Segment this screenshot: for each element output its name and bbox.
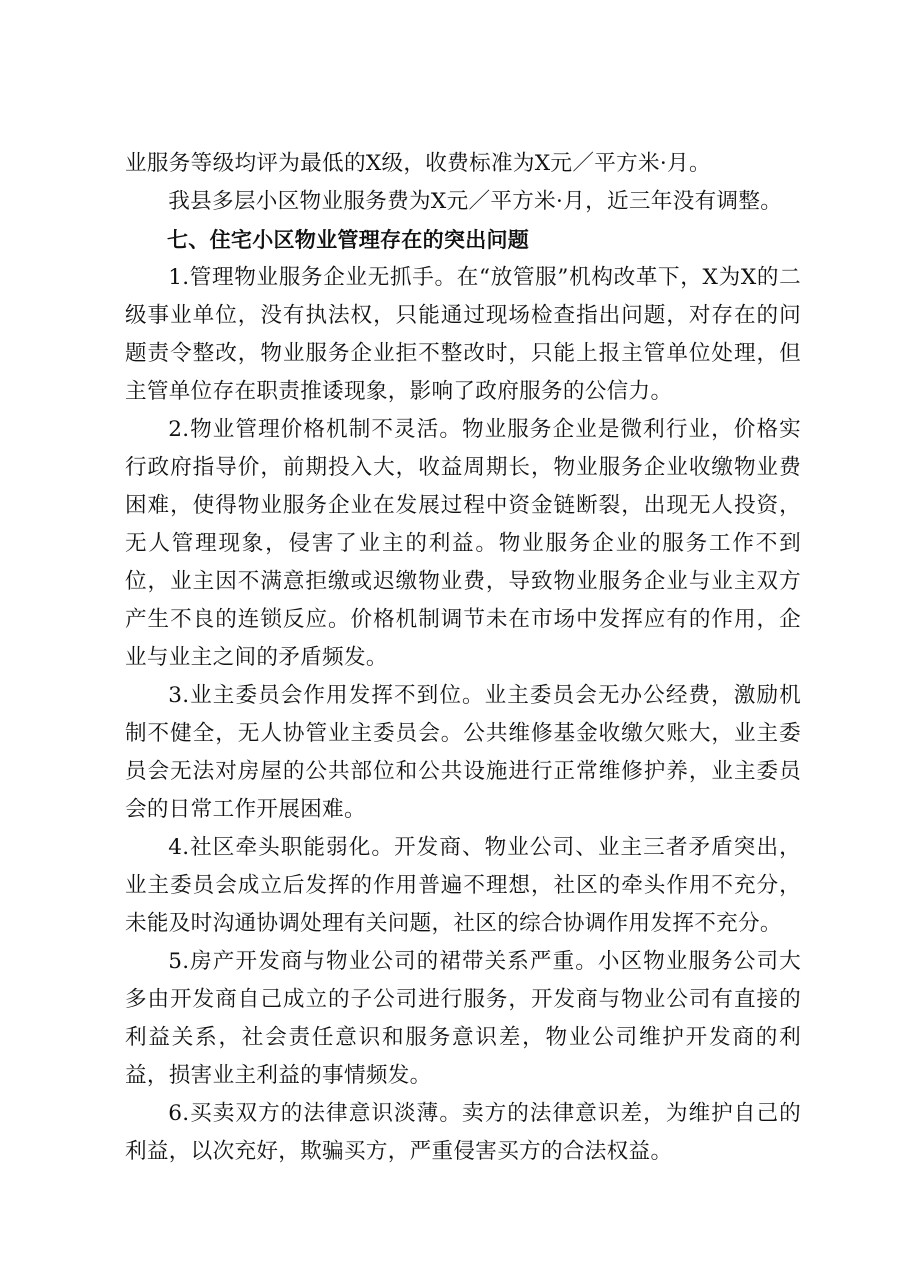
- section-heading-problems: 七、住宅小区物业管理存在的突出问题: [167, 228, 530, 252]
- document-body: [125, 145, 801, 1171]
- paragraph-problem-3: 3.业主委员会作用发挥不到位。业主委员会无办公经费，激励机制不健全，无人协管业主委员会。公共维修基金收缴欠账大，业主委员会无法对房屋的公共部位和公共设施进行正常维修护养，业主委员会的日常工作开展困难。: [125, 683, 801, 822]
- paragraph-problem-1: 1.管理物业服务企业无抓手。在“放管服”机构改革下，X为X的二级事业单位，没有执法权，只能通过现场检查指出问题，对存在的问题责令整改，物业服务企业拒不整改时，只能上报主管单位处理，但主管单位存在职责推诿现象，影响了政府服务的公信力。: [125, 265, 801, 404]
- paragraph-problem-6: 6.买卖双方的法律意识淡薄。卖方的法律意识差，为维护自己的利益，以次充好，欺骗买方，严重侵害买方的合法权益。: [125, 1101, 801, 1164]
- paragraph-problem-2: 2.物业管理价格机制不灵活。物业服务企业是微利行业，价格实行政府指导价，前期投入大，收益周期长，物业服务企业收缴物业费困难，使得物业服务企业在发展过程中资金链断裂，出现无人投资，无人管理现象，侵害了业主的利益。物业服务企业的服务工作不到位，业主因不满意拒缴或迟缴物业费，导致物业服务企业与业主双方产生不良的连锁反应。价格机制调节未在市场中发挥应有的作用，企业与业主之间的矛盾频发。: [125, 417, 801, 670]
- paragraph-problem-5: 5.房产开发商与物业公司的裙带关系严重。小区物业服务公司大多由开发商自己成立的子公司进行服务，开发商与物业公司有直接的利益关系，社会责任意识和服务意识差，物业公司维护开发商的利益，损害业主利益的事情频发。: [125, 949, 801, 1088]
- paragraph-multistory-fee: 我县多层小区物业服务费为X元／平方米·月，近三年没有调整。: [168, 189, 783, 214]
- paragraph-problem-4: 4.社区牵头职能弱化。开发商、物业公司、业主三者矛盾突出，业主委员会成立后发挥的作用普遍不理想，社区的牵头作用不充分，未能及时沟通协调处理有关问题，社区的综合协调作用发挥不充分。: [125, 835, 801, 936]
- paragraph-fee-grade: 业服务等级均评为最低的X级，收费标准为X元／平方米·月。: [125, 151, 711, 176]
